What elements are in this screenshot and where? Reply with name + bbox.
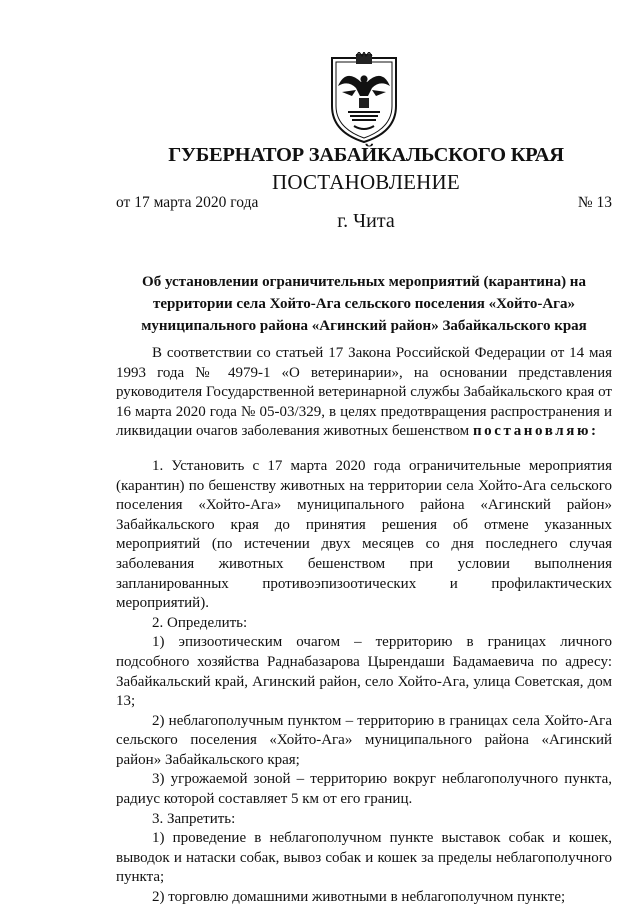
body-paragraph: 1) эпизоотическим очагом – территорию в границах личного подсобного хозяйства Раднабазарова Цырендаши Бадамаевича по адресу: Забайкальский край, Агинский район, село Хойто-Ага, улица Советская, дом 13; bbox=[116, 634, 612, 710]
body-paragraph: 3. Запретить: bbox=[152, 810, 236, 827]
body-paragraph: 3) угрожаемой зоной – территорию вокруг неблагополучного пункта, радиус которой составляет 5 км от его границ. bbox=[116, 771, 612, 808]
body-paragraph: 2. Определить: bbox=[152, 614, 248, 631]
body-paragraph: 2) торговлю домашними животными в неблагополучном пункте; bbox=[152, 889, 566, 906]
document-type: ПОСТАНОВЛЕНИЕ bbox=[272, 170, 460, 194]
body-paragraph: 1) проведение в неблагополучном пункте выставок собак и кошек, выводок и натаски собак, вывоз собак и кошек за пределы неблагополучного пункта; bbox=[116, 830, 612, 886]
preamble-text: В соответствии со статьей 17 Закона Российской Федерации от 14 мая 1993 года № 4979-1 «О ветеринарии», на основании представления руководителя Государственной ветеринарной службы Забайкальского края от 16 марта 2020 года № 05-03/329, в целях предотвращения распространения и ликвидации очагов заболевания животных бешенством bbox=[116, 345, 612, 440]
coat-of-arms-eagle-icon bbox=[328, 52, 400, 144]
document-number: № 13 bbox=[577, 194, 612, 211]
coat-of-arms-emblem bbox=[328, 52, 400, 144]
document-body bbox=[116, 344, 612, 908]
document-heading bbox=[116, 271, 612, 337]
governor-title: ГУБЕРНАТОР ЗАБАЙКАЛЬСКОГО КРАЯ bbox=[168, 144, 564, 166]
body-paragraph: 1. Установить с 17 марта 2020 года ограничительные мероприятия (карантин) по бешенству животных на территории села Хойто-Ага сельского поселения «Хойто-Ага» муниципального района «Агинский район» Забайкальского края до принятия решения об отмене указанных мероприятий (по истечении двух месяцев со дня последнего случая заболевания животных бешенством при условии выполнения запланированных противоэпизоотических и профилактических мероприятий). bbox=[116, 457, 612, 612]
document-city: г. Чита bbox=[337, 210, 395, 232]
document-date: от 17 марта 2020 года bbox=[116, 194, 259, 211]
resolve-word: постановляю: bbox=[472, 423, 599, 440]
heading-line: Об установлении ограничительных мероприятий (карантина) на bbox=[142, 274, 586, 290]
heading-line: муниципального района «Агинский район» Забайкальского края bbox=[141, 318, 587, 334]
preamble-paragraph bbox=[116, 344, 612, 442]
body-paragraph: 2) неблагополучным пунктом – территорию в границах села Хойто-Ага сельского поселения «Хойто-Ага» муниципального района «Агинский район» Забайкальского края; bbox=[116, 712, 612, 768]
heading-line: территории села Хойто-Ага сельского поселения «Хойто-Ага» bbox=[153, 296, 575, 312]
